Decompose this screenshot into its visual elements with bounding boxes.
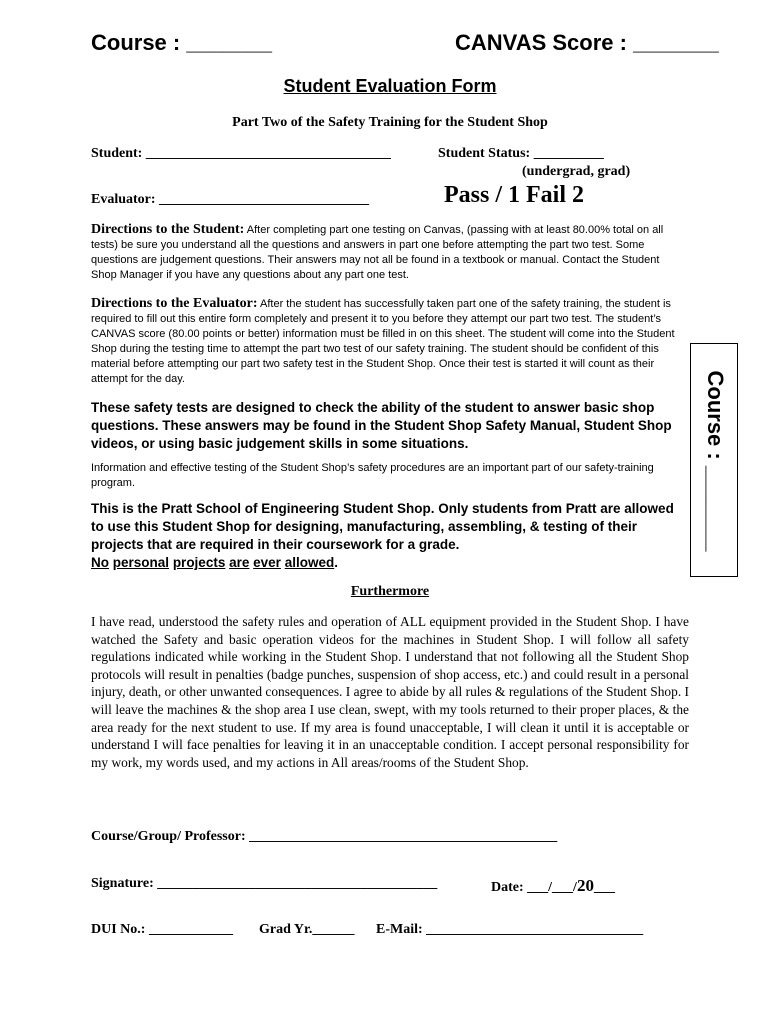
dui-field[interactable]: DUI No.: ____________ [91,922,233,937]
directions-evaluator [91,296,679,387]
directions-student [91,222,679,283]
projects-word: projects [172,555,226,570]
info-note: Information and effective testing of the Student Shop’s safety procedures are an important part of our safety-training program. [91,462,654,489]
canvas-score-header: CANVAS Score : _______ [455,30,719,55]
course-group-professor-field[interactable]: Course/Group/ Professor: ____________________________________________ [91,829,558,844]
directions-student-lead: Directions to the Student: [91,222,245,237]
student-status-field[interactable]: Student Status: __________ [438,146,604,161]
course-side-label: Course : _______ [703,370,728,552]
pratt-note [91,500,686,572]
no-word: No [91,555,109,570]
grad-year-field[interactable]: Grad Yr.______ [259,922,355,937]
evaluator-field[interactable]: Evaluator: ______________________________ [91,192,370,207]
student-status-hint: (undergrad, grad) [522,164,631,179]
directions-evaluator-lead: Directions to the Evaluator: [91,296,258,311]
course-header: Course : _______ [91,30,272,55]
period: . [334,555,338,570]
pratt-note-text: This is the Pratt School of Engineering Student Shop. Only students from Pratt are allowed to use this Student Shop for designing, manufacturing, assembling, & testing of their projects that are required in their coursework for a grade. [91,501,674,552]
allowed-word: allowed [284,555,335,570]
email-field[interactable]: E-Mail: _______________________________ [376,922,644,937]
date-field[interactable] [491,876,615,896]
furthermore-heading: Furthermore [350,584,430,599]
form-subtitle: Part Two of the Safety Training for the Student Shop [232,115,548,130]
date-label: Date: ___/___/ [491,880,577,895]
course-side-box [690,343,738,577]
are-word: are [229,555,250,570]
student-field[interactable]: Student: ___________________________________ [91,146,391,161]
directions-student-text: After completing part one testing on Canvas, (passing with at least 80.00% total on all tests) be sure you understand all the questions and answers in part one before attempting the part two test. Some questions are judgement questions. Their answers may not all be found in a textbook or manual. Contact the Student Shop Manager if you have any questions about any part one test. [91,224,664,281]
agreement-text: I have read, understood the safety rules and operation of ALL equipment provided in the Student Shop. I have watched the Safety and basic operation videos for the machines in Student Shop. I will follow all safety regulations indicated while working in the Student Shop. I understand that not following all the Student Shop protocols will result in penalties (badge punches, suspension of shop access, etc.) and could result in a personal injury, death, or other unwanted consequences. I agree to abide by all rules & regulations of the Student Shop. I will leave the machines & the shop area I use clean, swept, with my tools returned to their proper places, & the area ready for the next student to use. If my area is found unacceptable, I will clean it until it is acceptable or understand I will face penalties for leaving it in an unacceptable condition. I accept personal responsibility for my work, my words used, and my actions in All areas/rooms of the Student Shop. [91,614,689,770]
date-year: 20 [576,876,594,895]
safety-tests-note: These safety tests are designed to check the ability of the student to answer basic shop questions. These answers may be found in the Student Shop Safety Manual, Student Shop videos, or using basic judgement skills in some situations. [91,400,672,451]
directions-evaluator-text: After the student has successfully taken part one of the safety training, the student is required to fill out this entire form completely and present it to you before they attempt our part two test. The student’s CANVAS score (80.00 points or better) information must be filled in on this sheet. The student will come into the Student Shop during the testing time to attempt the part two test of our safety training. The student should be confident of this material before attempting our part two safety test in the Student Shop. Once their test is started it will count as their attempt for the day. [91,298,675,385]
form-title: Student Evaluation Form [283,76,497,96]
date-tail: ___ [593,880,615,895]
pass-fail-indicator: Pass / 1 Fail 2 [444,182,585,208]
ever-word: ever [253,555,281,570]
personal-word: personal [112,555,170,570]
signature-field[interactable]: Signature: ________________________________________ [91,876,438,891]
